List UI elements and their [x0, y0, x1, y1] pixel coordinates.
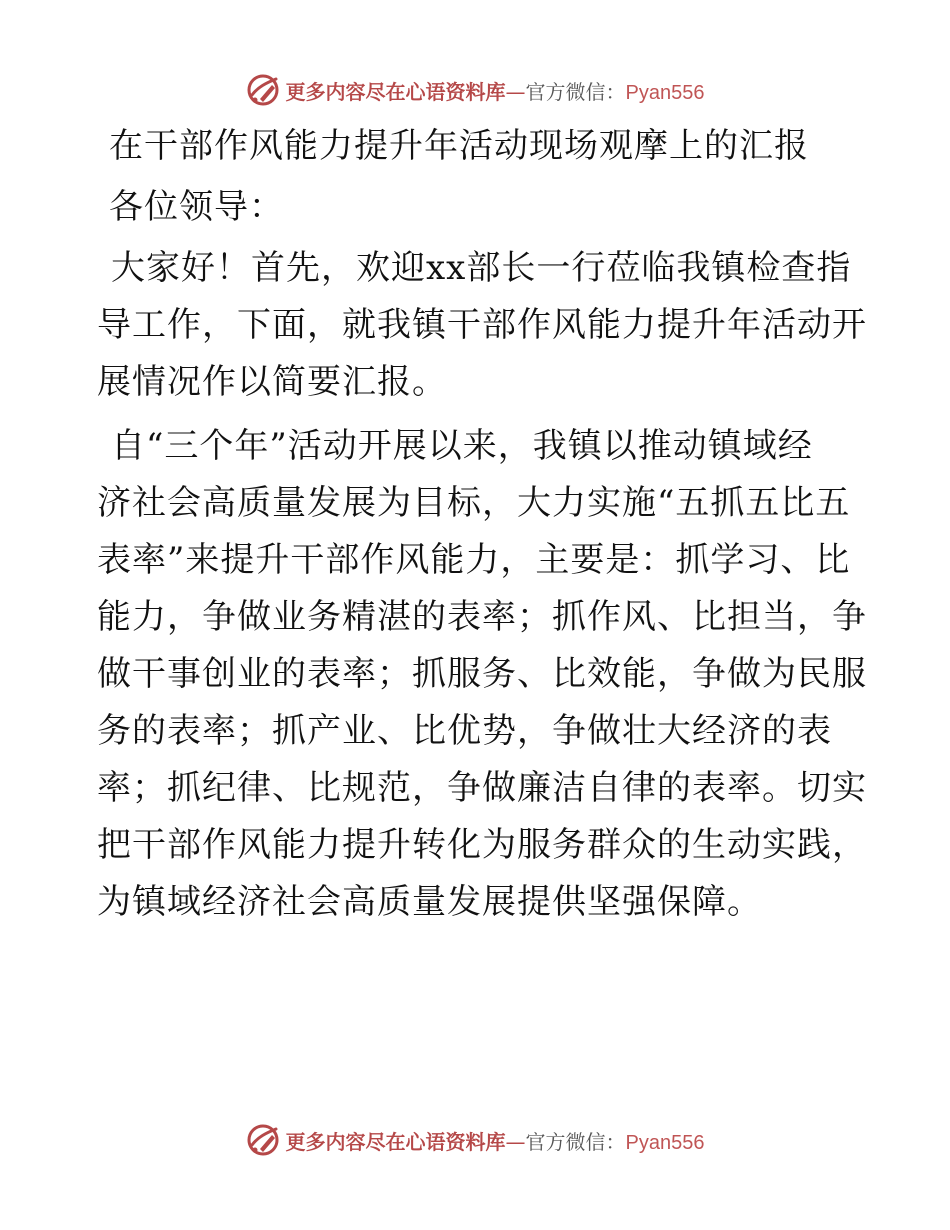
- paragraph-greeting: [97, 240, 867, 411]
- watermark-wechat-id: Pyan556: [625, 1131, 705, 1154]
- document-body: [97, 118, 867, 938]
- watermark-dash: —: [505, 1129, 526, 1154]
- watermark-text: [286, 1126, 705, 1155]
- watermark-dash: —: [505, 79, 526, 104]
- watermark-site-name: 更多内容尽在心语资料库: [285, 1129, 506, 1154]
- footer-watermark: [0, 1120, 950, 1160]
- paragraph-main: [97, 418, 867, 931]
- watermark-text: [286, 76, 705, 105]
- document-title: 在干部作风能力提升年活动现场观摩上的汇报: [109, 126, 809, 166]
- paragraph-line: 大家好！首先，欢迎xx部长一行莅临我镇检查指: [111, 248, 852, 288]
- pen-logo-icon: [246, 73, 280, 107]
- paragraph-line: 自“三个年”活动开展以来，我镇以推动镇域经: [111, 426, 813, 466]
- paragraph-line: 率；抓纪律、比规范，争做廉洁自律的表率。切实: [97, 768, 867, 808]
- paragraph-line: 表率”来提升干部作风能力，主要是：抓学习、比: [97, 540, 851, 580]
- header-watermark: [0, 70, 950, 110]
- salutation: 各位领导：: [109, 187, 284, 227]
- watermark-wechat-label: 官方微信：: [525, 1129, 626, 1154]
- paragraph-line: 做干事创业的表率；抓服务、比效能，争做为民服: [97, 654, 867, 694]
- paragraph-line: 能力，争做业务精湛的表率；抓作风、比担当，争: [97, 597, 867, 637]
- watermark-wechat-label: 官方微信：: [525, 79, 626, 104]
- watermark-wechat-id: Pyan556: [625, 81, 705, 104]
- watermark-site-name: 更多内容尽在心语资料库: [285, 79, 506, 104]
- paragraph-line: 展情况作以简要汇报。: [97, 362, 447, 402]
- pen-logo-icon: [246, 1123, 280, 1157]
- paragraph-line: 为镇域经济社会高质量发展提供坚强保障。: [97, 882, 762, 922]
- paragraph-line: 把干部作风能力提升转化为服务群众的生动实践，: [97, 825, 867, 865]
- paragraph-line: 导工作，下面，就我镇干部作风能力提升年活动开: [97, 305, 867, 345]
- paragraph-line: 务的表率；抓产业、比优势，争做壮大经济的表: [97, 711, 832, 751]
- paragraph-line: 济社会高质量发展为目标，大力实施“五抓五比五: [97, 483, 851, 523]
